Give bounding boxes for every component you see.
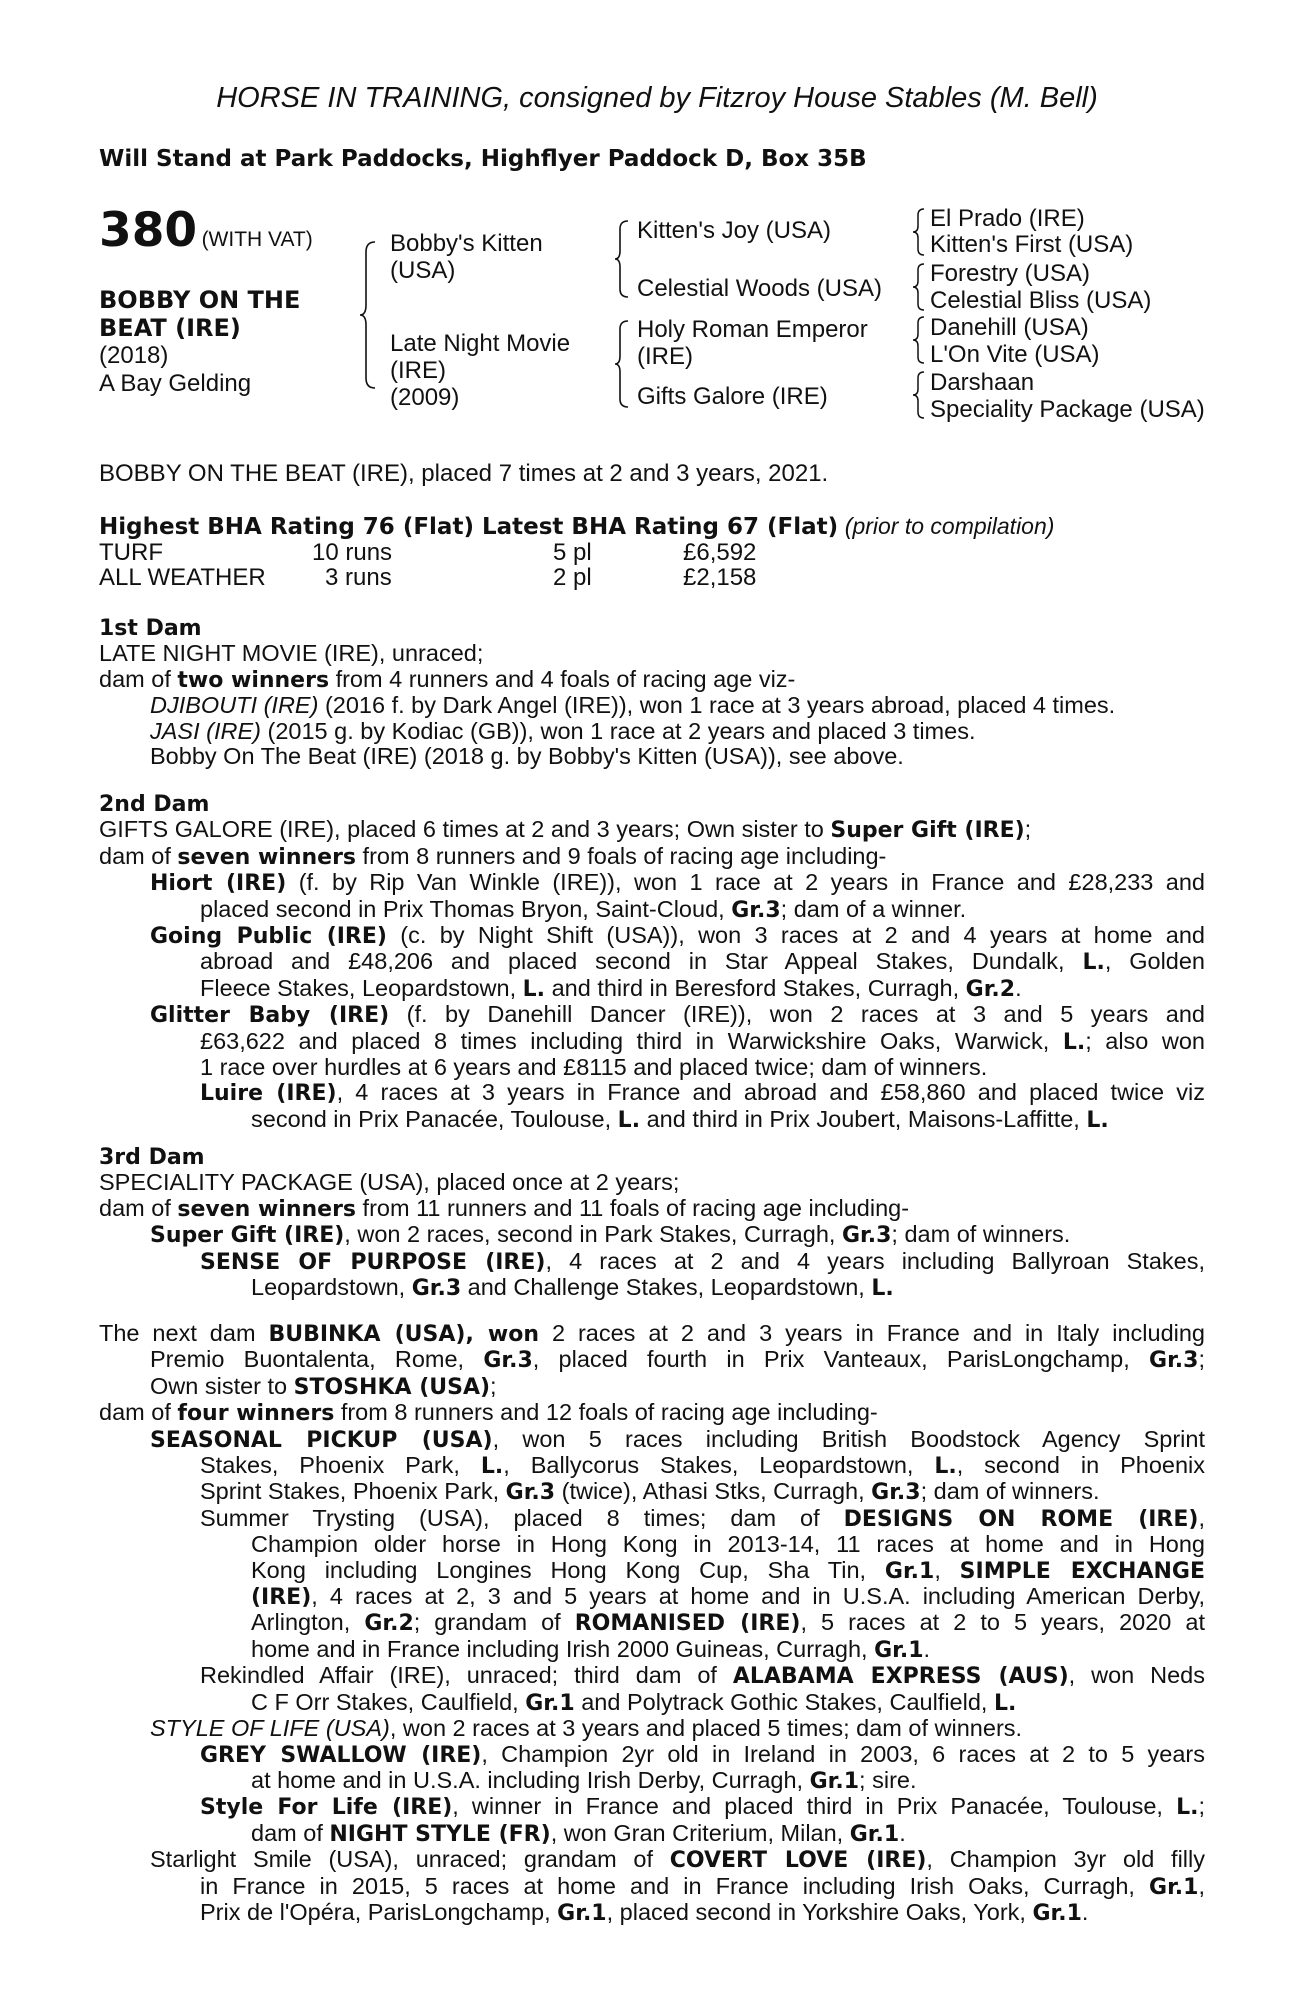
second-dam-line: GIFTS GALORE (IRE), placed 6 times at 2 and 3 years; Own sister to Super Gift (IRE); <box>99 816 1032 844</box>
pedigree-brace-g2 <box>912 262 926 312</box>
produce-summer-trysting-cont3: (IRE), 4 races at 2, 3 and 5 years at home and in U.S.A. including American Derby, <box>251 1583 1205 1611</box>
pedigree-gen3-5: Danehill (USA) <box>930 314 1089 341</box>
pedigree-gen3-7: Darshaan <box>930 369 1035 396</box>
horse-info <box>99 286 300 398</box>
produce-glitter-baby-cont1: £63,622 and placed 8 times including third in Warwickshire Oaks, Warwick, L.; also won <box>200 1027 1206 1055</box>
record-turf-surface: TURF <box>99 539 163 566</box>
pedigree-sire-sire: Kitten's Joy (USA) <box>637 217 831 244</box>
next-dam-line2: Premio Buontalenta, Rome, Gr.3, placed fourth in Prix Vanteaux, ParisLongchamp, Gr.3; <box>150 1346 1205 1374</box>
pedigree-sire: Bobby's Kitten (USA) <box>390 230 543 284</box>
produce-summer-trysting-cont4: Arlington, Gr.2; grandam of ROMANISED (IRE), 5 races at 2 to 5 years, 2020 at <box>251 1609 1205 1637</box>
produce-seasonal-pickup-cont1: Stakes, Phoenix Park, L., Ballycorus Stakes, Leopardstown, L., second in Phoenix <box>200 1452 1205 1480</box>
third-dam-line: SPECIALITY PACKAGE (USA), placed once at 2 years; <box>99 1169 680 1196</box>
record-aw-placed: 2 pl <box>553 564 592 591</box>
produce-glitter-baby-cont2: 1 race over hurdles at 6 years and £8115 and placed twice; dam of winners. <box>200 1054 988 1081</box>
pedigree-dam: Late Night Movie (IRE) (2009) <box>390 330 571 411</box>
pedigree-gen3-4: Celestial Bliss (USA) <box>930 287 1152 314</box>
produce-grey-swallow: GREY SWALLOW (IRE), Champion 2yr old in Ireland in 2003, 6 races at 2 to 5 years <box>200 1740 1205 1768</box>
bha-rating <box>99 513 1054 541</box>
horse-name-line2: BEAT (IRE) <box>99 314 241 342</box>
record-turf-placed: 5 pl <box>553 539 592 566</box>
produce-going-public-cont2: Fleece Stakes, Leopardstown, L. and third in Beresford Stakes, Curragh, Gr.2. <box>200 974 1022 1002</box>
produce-style-for-life-cont: dam of NIGHT STYLE (FR), won Gran Criterium, Milan, Gr.1. <box>251 1819 906 1847</box>
produce-hiort-cont: placed second in Prix Thomas Bryon, Saint-Cloud, Gr.3; dam of a winner. <box>200 895 967 923</box>
race-summary: BOBBY ON THE BEAT (IRE), placed 7 times at 2 and 3 years, 2021. <box>99 460 829 487</box>
produce-style-of-life: STYLE OF LIFE (USA), won 2 races at 3 years and placed 5 times; dam of winners. <box>150 1715 1023 1742</box>
produce-sense-of-purpose-cont: Leopardstown, Gr.3 and Challenge Stakes, Leopardstown, L. <box>251 1274 894 1302</box>
next-dam-line3: Own sister to STOSHKA (USA); <box>150 1372 497 1400</box>
first-dam-produce-line: dam of two winners from 4 runners and 4 foals of racing age viz- <box>99 665 796 693</box>
produce-going-public-cont1: abroad and £48,206 and placed second in Star Appeal Stakes, Dundalk, L., Golden <box>200 948 1205 976</box>
produce-luire-cont: second in Prix Panacée, Toulouse, L. and third in Prix Joubert, Maisons-Laffitte, L. <box>251 1105 1109 1133</box>
horse-year: (2018) <box>99 342 169 369</box>
produce-super-gift: Super Gift (IRE), won 2 races, second in Park Stakes, Curragh, Gr.3; dam of winners. <box>150 1221 1071 1249</box>
produce-going-public: Going Public (IRE) (c. by Night Shift (USA)), won 3 races at 2 and 4 years at home and <box>150 922 1205 950</box>
lot-number: 380 <box>99 203 198 258</box>
next-dam-section <box>99 1321 1205 1926</box>
third-dam-produce-line: dam of seven winners from 11 runners and 11 foals of racing age including- <box>99 1194 910 1222</box>
third-dam-section <box>99 1145 1205 1301</box>
first-dam-section <box>99 616 1205 769</box>
produce-style-for-life: Style For Life (IRE), winner in France and placed third in Prix Panacée, Toulouse, L.; <box>200 1793 1205 1821</box>
produce-seasonal-pickup: SEASONAL PICKUP (USA), won 5 races including British Boodstock Agency Sprint <box>150 1425 1205 1453</box>
produce-starlight-smile-cont2: Prix de l'Opéra, ParisLongchamp, Gr.1, placed second in Yorkshire Oaks, York, Gr.1. <box>200 1898 1089 1926</box>
produce-summer-trysting-cont1: Champion older horse in Hong Kong in 2013-14, 11 races at home and in Hong <box>251 1531 1205 1558</box>
vat-note: (WITH VAT) <box>201 228 313 251</box>
first-dam-heading: 1st Dam <box>99 616 202 641</box>
pedigree-gen3-1: El Prado (IRE) <box>930 205 1085 232</box>
first-dam-line: LATE NIGHT MOVIE (IRE), unraced; <box>99 640 484 667</box>
pedigree-brace-g3 <box>912 315 926 365</box>
lot-block <box>99 203 313 258</box>
pedigree-gen3-3: Forestry (USA) <box>930 260 1091 287</box>
produce-starlight-smile-cont1: in France in 2015, 5 races at home and in France including Irish Oaks, Curragh, Gr.1, <box>200 1872 1205 1900</box>
record-turf-runs: 10 runs <box>312 539 393 566</box>
next-dam-line1: The next dam BUBINKA (USA), won 2 races at 2 and 3 years in France and in Italy including <box>99 1320 1205 1347</box>
record-aw-surface: ALL WEATHER <box>99 564 266 591</box>
produce-sense-of-purpose: SENSE OF PURPOSE (IRE), 4 races at 2 and 4 years including Ballyroan Stakes, <box>200 1247 1205 1275</box>
record-turf-earnings: £6,592 <box>683 539 757 566</box>
consignor-header: HORSE IN TRAINING, consigned by Fitzroy House Stables (M. Bell) <box>216 82 1098 114</box>
next-dam-produce-line: dam of four winners from 8 runners and 12 foals of racing age including- <box>99 1399 878 1427</box>
produce-rekindled-affair: Rekindled Affair (IRE), unraced; third dam of ALABAMA EXPRESS (AUS), won Neds <box>200 1662 1205 1690</box>
record-aw-runs: 3 runs <box>325 564 392 591</box>
pedigree-brace-gen1 <box>358 240 378 390</box>
produce-luire: Luire (IRE), 4 races at 3 years in France and abroad and £58,860 and placed twice viz <box>200 1079 1205 1107</box>
produce-bobby: Bobby On The Beat (IRE) (2018 g. by Bobby's Kitten (USA)), see above. <box>150 743 904 770</box>
produce-summer-trysting: Summer Trysting (USA), placed 8 times; dam of DESIGNS ON ROME (IRE), <box>200 1504 1205 1532</box>
record-aw-earnings: £2,158 <box>683 564 757 591</box>
produce-hiort: Hiort (IRE) (f. by Rip Van Winkle (IRE)), won 1 race at 2 years in France and £28,233 and <box>150 869 1206 897</box>
pedigree-sire-dam: Celestial Woods (USA) <box>637 275 882 302</box>
produce-jasi: JASI (IRE) (2015 g. by Kodiac (GB)), won 1 race at 2 years and placed 3 times. <box>150 717 976 744</box>
produce-rekindled-affair-cont: C F Orr Stakes, Caulfield, Gr.1 and Polytrack Gothic Stakes, Caulfield, L. <box>251 1688 1017 1716</box>
produce-starlight-smile: Starlight Smile (USA), unraced; grandam of COVERT LOVE (IRE), Champion 3yr old filly <box>150 1846 1205 1874</box>
second-dam-produce-line: dam of seven winners from 8 runners and 9 foals of racing age including- <box>99 842 887 870</box>
produce-djibouti: DJIBOUTI (IRE) (2016 f. by Dark Angel (IRE)), won 1 race at 3 years abroad, placed 4 times. <box>150 692 1116 719</box>
rating-values: Highest BHA Rating 76 (Flat) Latest BHA Rating 67 (Flat) <box>99 514 839 540</box>
third-dam-heading: 3rd Dam <box>99 1145 205 1170</box>
pedigree-brace-g4 <box>912 370 926 420</box>
pedigree-brace-g1 <box>912 207 926 257</box>
pedigree-gen3-6: L'On Vite (USA) <box>930 341 1100 368</box>
produce-seasonal-pickup-cont2: Sprint Stakes, Phoenix Park, Gr.3 (twice), Athasi Stks, Curragh, Gr.3; dam of winners. <box>200 1478 1100 1506</box>
produce-summer-trysting-cont5: home and in France including Irish 2000 Guineas, Curragh, Gr.1. <box>251 1635 931 1663</box>
pedigree-brace-sire <box>614 219 630 299</box>
horse-description: A Bay Gelding <box>99 370 252 397</box>
second-dam-heading: 2nd Dam <box>99 792 210 817</box>
stand-location: Will Stand at Park Paddocks, Highflyer Paddock D, Box 35B <box>99 146 867 172</box>
produce-glitter-baby: Glitter Baby (IRE) (f. by Danehill Dancer (IRE)), won 2 races at 3 and 5 years and <box>150 1001 1205 1029</box>
pedigree-dam-dam: Gifts Galore (IRE) <box>637 383 828 410</box>
pedigree-brace-dam <box>614 319 630 409</box>
second-dam-section <box>99 792 1205 1133</box>
rating-note: (prior to compilation) <box>844 513 1055 539</box>
produce-summer-trysting-cont2: Kong including Longines Hong Kong Cup, Sha Tin, Gr.1, SIMPLE EXCHANGE <box>251 1556 1205 1584</box>
pedigree-dam-sire: Holy Roman Emperor (IRE) <box>637 316 868 370</box>
horse-name-line1: BOBBY ON THE <box>99 286 301 314</box>
pedigree-gen3-2: Kitten's First (USA) <box>930 231 1134 258</box>
pedigree-gen3-8: Speciality Package (USA) <box>930 396 1205 423</box>
produce-grey-swallow-cont: at home and in U.S.A. including Irish Derby, Curragh, Gr.1; sire. <box>251 1766 917 1794</box>
